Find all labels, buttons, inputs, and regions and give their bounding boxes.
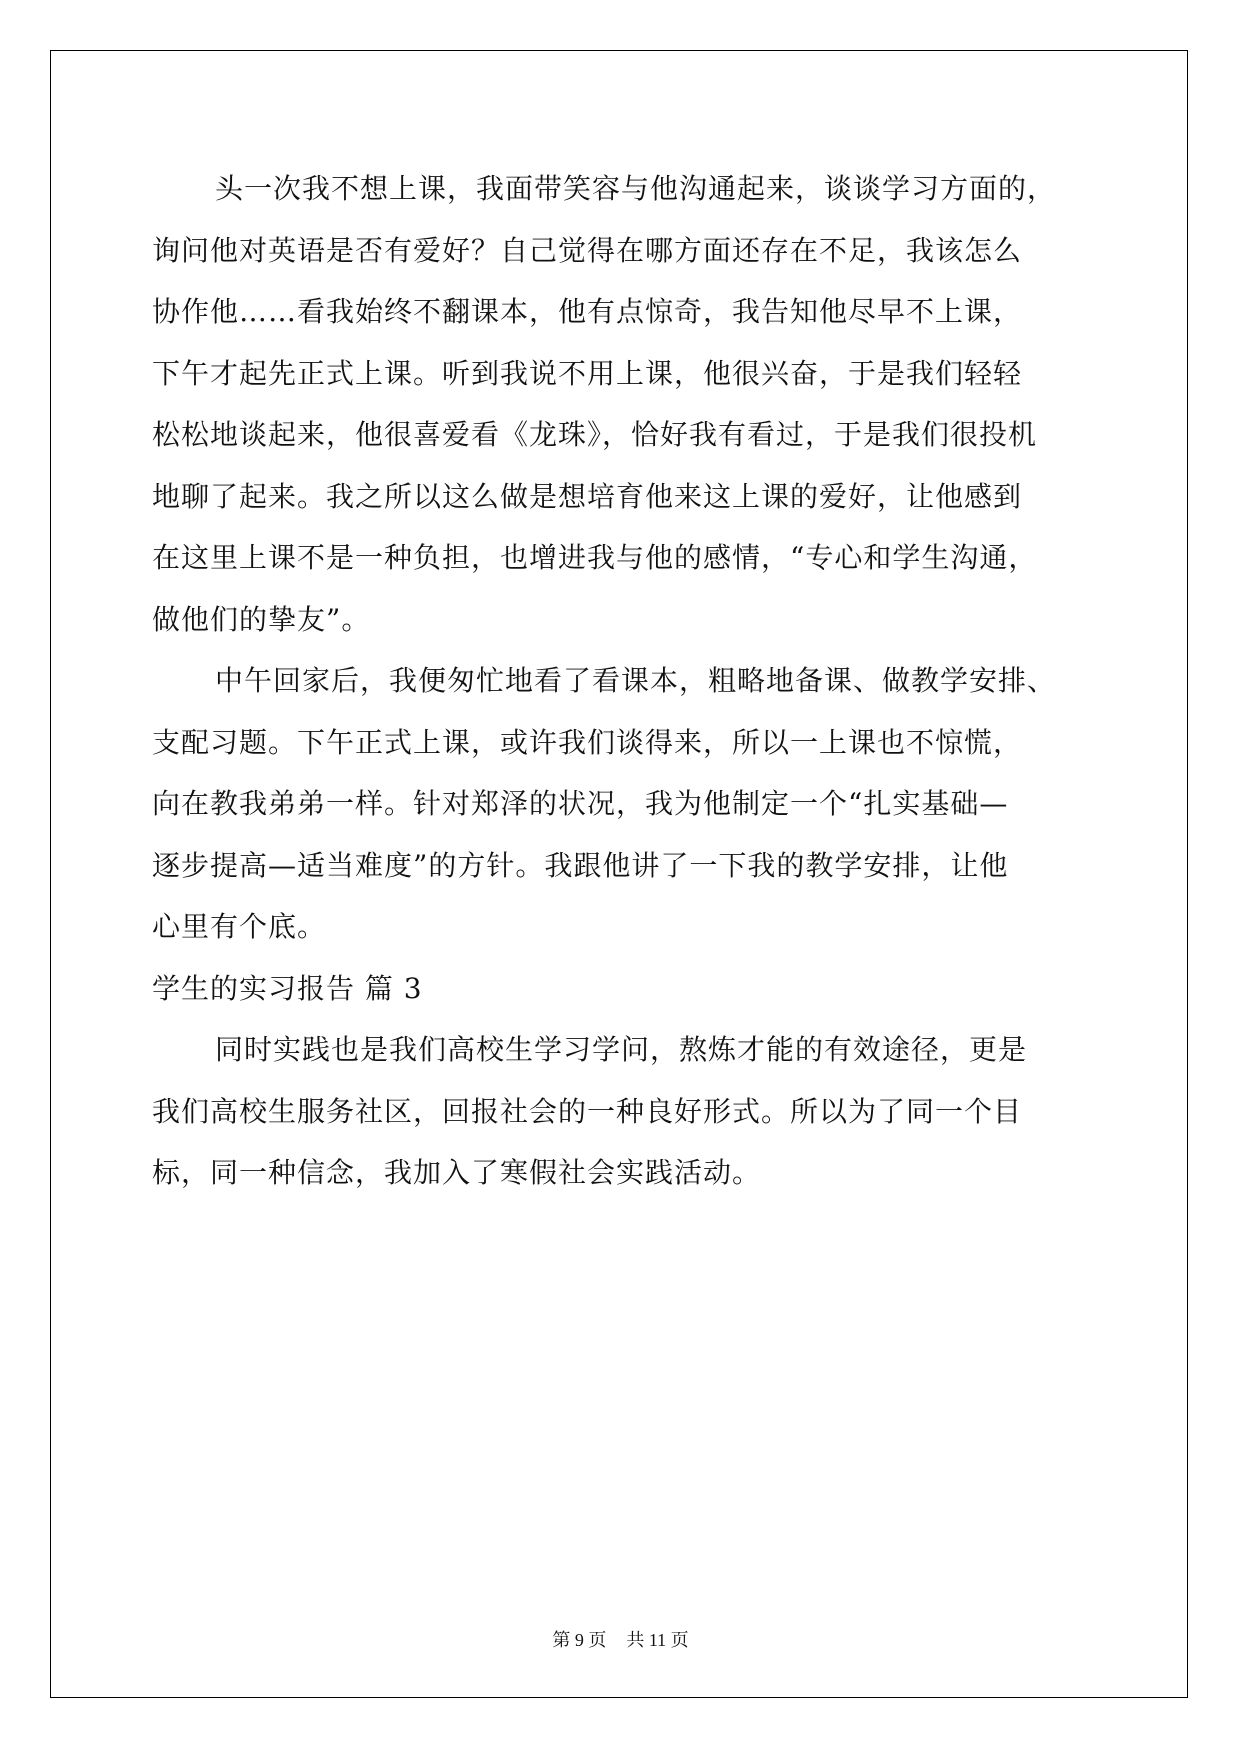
paragraph-3 (152, 1019, 1092, 1204)
page-total: 共 11 页 (626, 1630, 689, 1650)
text-line: 协作他……看我始终不翻课本，他有点惊奇，我告知他尽早不上课， (152, 295, 1023, 328)
text-line: 地聊了起来。我之所以这么做是想培育他来这上课的爱好，让他感到 (152, 479, 1023, 513)
text-line: 在这里上课不是一种负担，也增进我与他的感情，“专心和学生沟通， (152, 541, 1038, 574)
text-line: 下午才起先正式上课。听到我说不用上课，他很兴奋，于是我们轻轻 (152, 356, 1023, 390)
text-line: 支配习题。下午正式上课，或许我们谈得来，所以一上课也不惊慌， (152, 725, 1023, 759)
text-line: 心里有个底。 (152, 910, 327, 943)
section-heading: 学生的实习报告 篇 3 (152, 971, 423, 1005)
text-line: 询问他对英语是否有爱好？自己觉得在哪方面还存在不足，我该怎么 (152, 233, 1023, 267)
text-line: 标，同一种信念，我加入了寒假社会实践活动。 (152, 1156, 762, 1189)
text-line: 头一次我不想上课，我面带笑容与他沟通起来，谈谈学习方面的， (215, 172, 1057, 205)
text-line: 做他们的挚友”。 (152, 602, 371, 636)
paragraph-2 (152, 650, 1092, 958)
text-line: 逐步提高—适当难度”的方针。我跟他讲了一下我的教学安排，让他 (152, 848, 1009, 882)
text-line: 我们高校生服务社区，回报社会的一种良好形式。所以为了同一个目 (152, 1094, 1023, 1128)
paragraph-1 (152, 158, 1092, 650)
text-line: 向在教我弟弟一样。针对郑泽的状况，我为他制定一个“扎实基础— (152, 787, 1009, 820)
text-line: 中午回家后，我便匆忙地看了看课本，粗略地备课、做教学安排、 (215, 664, 1057, 697)
page-number: 第 9 页 (552, 1630, 607, 1650)
page-footer (0, 1626, 1241, 1652)
text-line: 同时实践也是我们高校生学习学问，熬炼才能的有效途径，更是 (215, 1033, 1028, 1066)
document-body (152, 158, 1092, 1204)
text-line: 松松地谈起来，他很喜爱看《龙珠》，恰好我有看过，于是我们很投机 (152, 418, 1038, 451)
